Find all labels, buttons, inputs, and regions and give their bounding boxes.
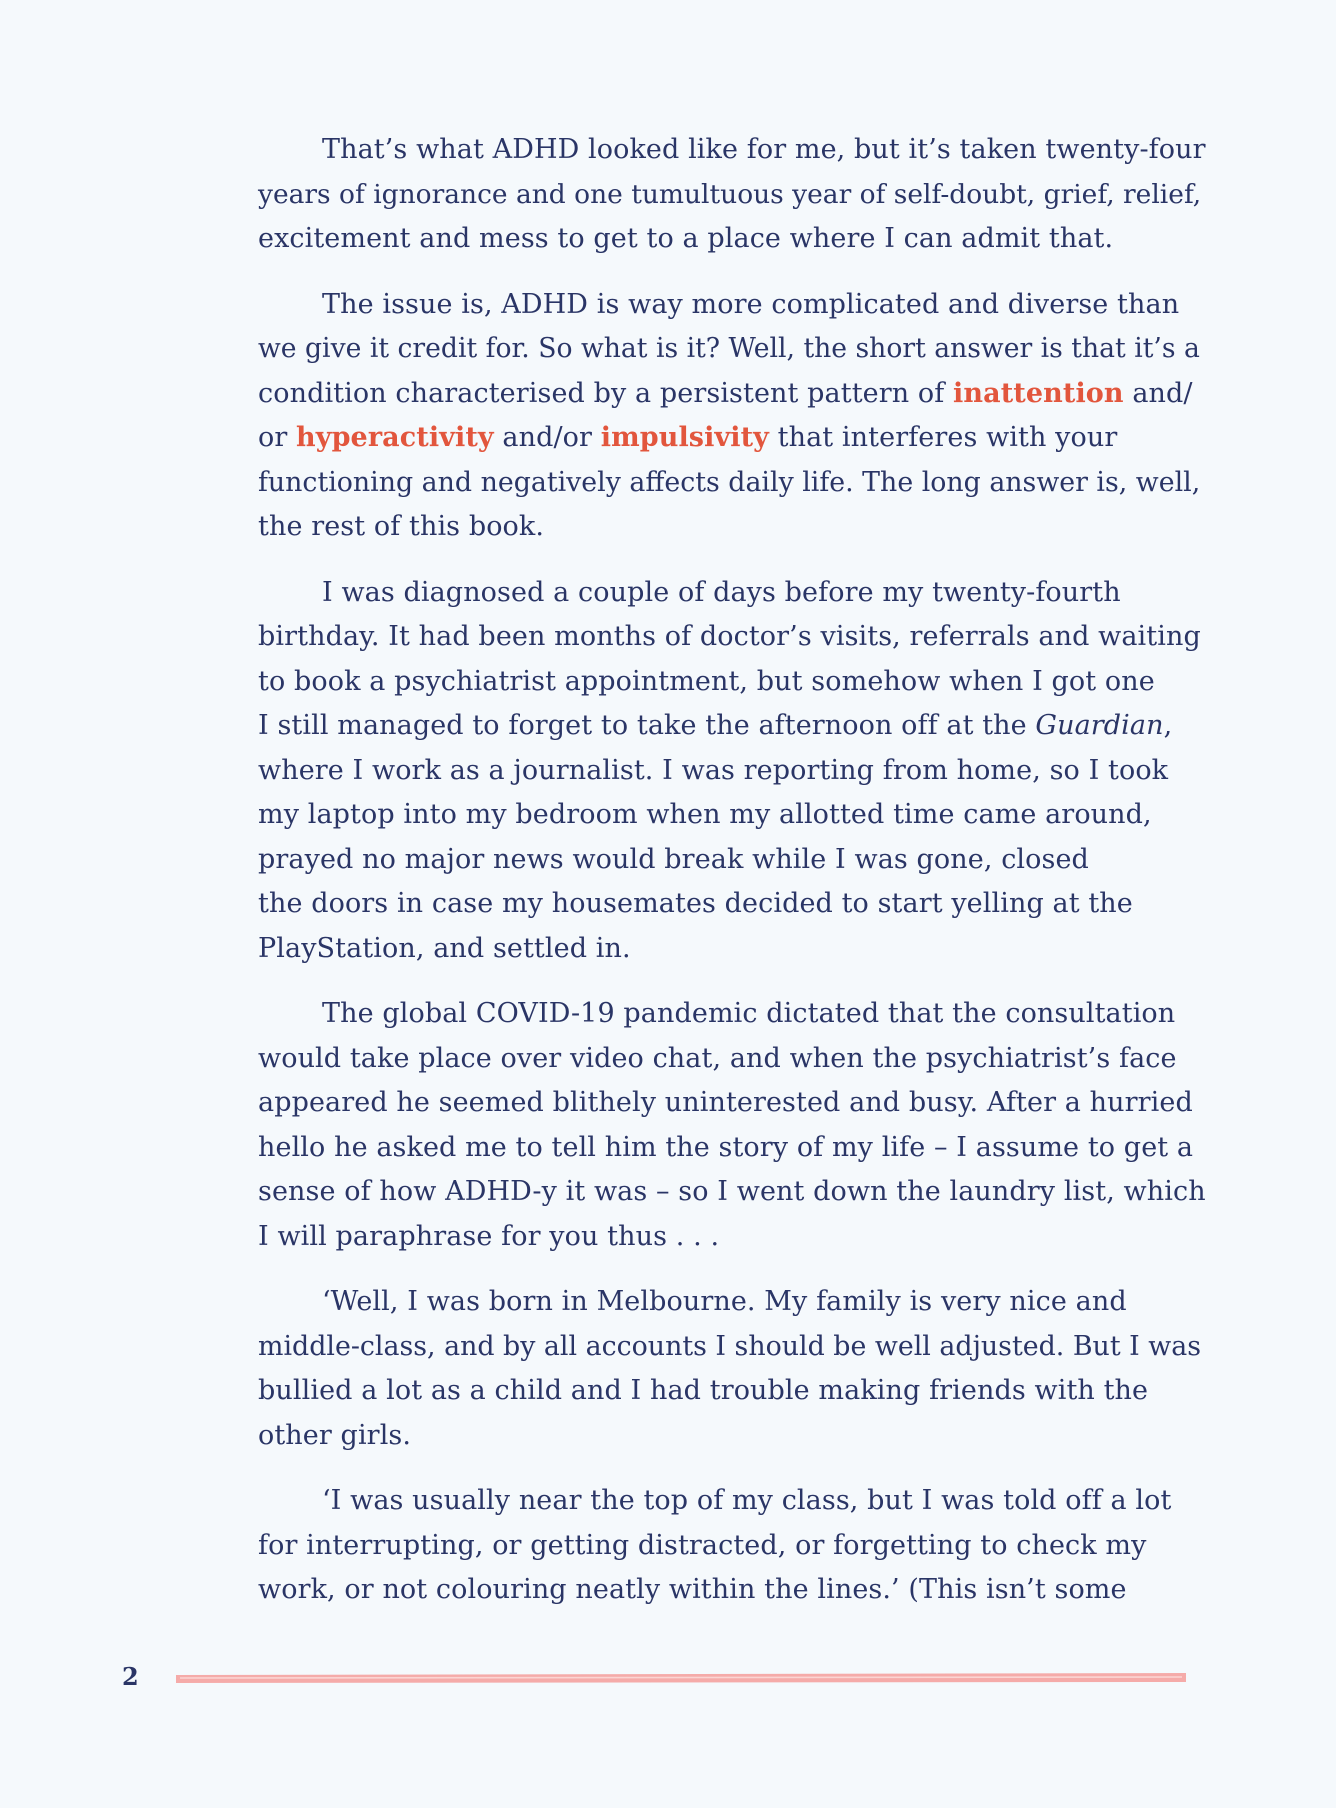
text-run: where I work as a journalist. I was reporting from home, so I took bbox=[258, 754, 1169, 786]
text-run: would take place over video chat, and when the psychiatrist’s face bbox=[258, 1042, 1177, 1074]
text-run: That’s what ADHD looked like for me, but it’s taken twenty-four bbox=[322, 134, 1206, 165]
text-line bbox=[258, 1081, 1208, 1126]
text-run: I still managed to forget to take the afternoon off at the bbox=[258, 710, 1036, 741]
paragraph bbox=[258, 992, 1208, 1259]
text-run: The issue is, ADHD is way more complicated and diverse than bbox=[322, 288, 1180, 320]
text-line bbox=[258, 571, 1208, 616]
text-line bbox=[258, 217, 1208, 262]
text-line bbox=[258, 1524, 1208, 1569]
text-line bbox=[258, 838, 1208, 883]
key-term: inattention bbox=[953, 377, 1124, 409]
text-line bbox=[258, 882, 1208, 927]
page-number: 2 bbox=[122, 1662, 139, 1691]
text-run: that interferes with your bbox=[768, 422, 1118, 453]
text-run: middle-class, and by all accounts I should be well adjusted. But I was bbox=[258, 1330, 1201, 1362]
text-run: the doors in case my housemates decided to start yelling at the bbox=[258, 888, 1133, 919]
text-run: ‘Well, I was born in Melbourne. My family is very nice and bbox=[322, 1286, 1127, 1317]
text-run: condition characterised by a persistent pattern of bbox=[258, 377, 954, 409]
text-run: work, or not colouring neatly within the lines.’ (This isn’t some bbox=[258, 1574, 1127, 1605]
text-line bbox=[258, 128, 1208, 173]
paragraph bbox=[258, 128, 1208, 262]
paragraph bbox=[258, 1479, 1208, 1613]
text-line bbox=[258, 1126, 1208, 1171]
italic-title: Guardian bbox=[1035, 710, 1164, 741]
text-run: years of ignorance and one tumultuous year of self-doubt, grief, relief, bbox=[258, 178, 1202, 210]
text-run: appeared he seemed blithely uninterested and busy. After a hurried bbox=[258, 1087, 1193, 1118]
text-run: I was diagnosed a couple of days before my twenty-fourth bbox=[322, 576, 1121, 608]
text-line bbox=[258, 327, 1208, 372]
text-line bbox=[258, 461, 1208, 506]
text-line bbox=[258, 1215, 1208, 1260]
key-term: impulsivity bbox=[600, 422, 769, 453]
text-line bbox=[258, 1568, 1208, 1613]
text-run: to book a psychiatrist appointment, but somehow when I got one bbox=[258, 665, 1155, 697]
text-run: hello he asked me to tell him the story of my life – I assume to get a bbox=[258, 1131, 1194, 1163]
text-run: my laptop into my bedroom when my allotted time came around, bbox=[258, 799, 1152, 830]
text-run: The global COVID-19 pandemic dictated that the consultation bbox=[322, 998, 1176, 1029]
text-line bbox=[258, 505, 1208, 550]
text-run: or bbox=[258, 422, 297, 453]
text-line bbox=[258, 1479, 1208, 1524]
text-run: and/ bbox=[1123, 377, 1193, 409]
text-line bbox=[258, 1369, 1208, 1414]
text-run: excitement and mess to get to a place where I can admit that. bbox=[258, 223, 1114, 254]
text-line bbox=[258, 1325, 1208, 1370]
text-run: and/or bbox=[493, 422, 601, 453]
text-line bbox=[258, 416, 1208, 461]
text-line bbox=[258, 704, 1208, 749]
footer-rule bbox=[174, 1671, 1188, 1686]
text-line bbox=[258, 1414, 1208, 1459]
text-run: for interrupting, or getting distracted, or forgetting to check my bbox=[258, 1529, 1147, 1561]
text-line bbox=[258, 173, 1208, 218]
text-line bbox=[258, 927, 1208, 972]
text-run: birthday. It had been months of doctor’s visits, referrals and waiting bbox=[258, 621, 1201, 652]
text-run: sense of how ADHD-y it was – so I went down the laundry list, which bbox=[258, 1176, 1206, 1207]
text-line bbox=[258, 283, 1208, 328]
text-run: we give it credit for. So what is it? Well, the short answer is that it’s a bbox=[258, 333, 1200, 364]
text-run: PlayStation, and settled in. bbox=[258, 932, 631, 964]
text-run: ‘I was usually near the top of my class, but I was told off a lot bbox=[322, 1485, 1172, 1516]
text-line bbox=[258, 1037, 1208, 1082]
text-line bbox=[258, 615, 1208, 660]
text-line bbox=[258, 1280, 1208, 1325]
text-line bbox=[258, 749, 1208, 794]
footer-rule-highlight bbox=[180, 1677, 1182, 1678]
text-run: I will paraphrase for you thus . . . bbox=[258, 1220, 720, 1252]
text-line bbox=[258, 660, 1208, 705]
text-line bbox=[258, 1170, 1208, 1215]
text-run: the rest of this book. bbox=[258, 511, 545, 542]
text-run: functioning and negatively affects daily life. The long answer is, well, bbox=[258, 466, 1201, 498]
text-line bbox=[258, 793, 1208, 838]
text-run: prayed no major news would break while I was gone, closed bbox=[258, 843, 1089, 875]
paragraph bbox=[258, 1280, 1208, 1458]
text-line bbox=[258, 372, 1208, 417]
paragraph bbox=[258, 283, 1208, 550]
paragraph bbox=[258, 571, 1208, 972]
key-term: hyperactivity bbox=[296, 422, 494, 453]
text-run: , bbox=[1163, 710, 1173, 741]
text-run: other girls. bbox=[258, 1419, 412, 1451]
text-run: bullied a lot as a child and I had trouble making friends with the bbox=[258, 1375, 1149, 1406]
body-text bbox=[258, 128, 1208, 1634]
text-line bbox=[258, 992, 1208, 1037]
